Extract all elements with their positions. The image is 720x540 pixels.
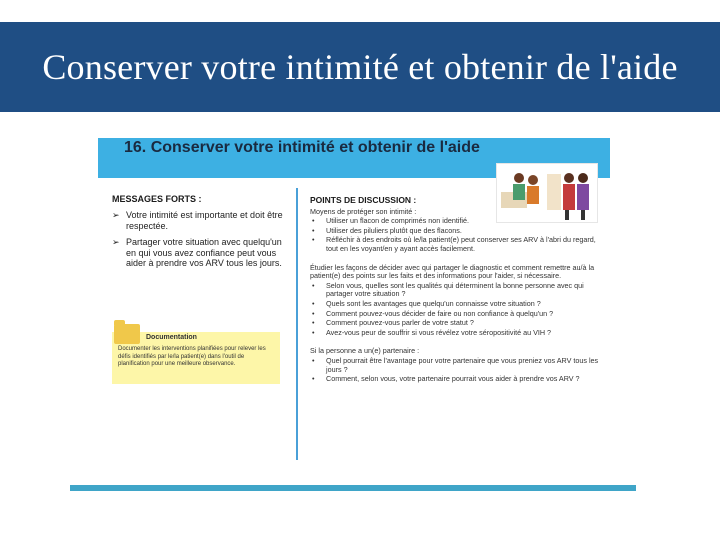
list-item: • Réfléchir à des endroits où le/la patient(e) peut conserver ses ARV à l'abri du regard, tout en les voyant/en y ayant accès facilement.: [310, 236, 600, 253]
key-message-item: [112, 210, 292, 231]
list-item: • Avez-vous peur de souffrir si vous révélez votre séropositivité au VIH ?: [310, 329, 600, 338]
block2-list: [310, 282, 600, 338]
list-item: • Utiliser des piluliers plutôt que des flacons.: [310, 227, 600, 236]
documentation-box: [112, 332, 280, 384]
arrow-bullet-icon: ➢: [112, 210, 120, 220]
document-title: 16. Conserver votre intimité et obtenir de l'aide: [124, 139, 480, 156]
documentation-heading: Documentation: [146, 334, 197, 341]
discussion-points-section: [310, 196, 600, 384]
block3-list: [310, 357, 600, 384]
list-item: • Comment pouvez-vous décider de faire ou non confiance à quelqu'un ?: [310, 310, 600, 319]
arrow-bullet-icon: ➢: [112, 237, 120, 247]
bottom-accent-line: [70, 485, 636, 491]
key-message-text: Partager votre situation avec quelqu'un en qui vous avez confiance peut vous aider à prendre vos ARV tous les jours.: [126, 237, 282, 268]
key-messages-section: [112, 194, 292, 269]
list-item: • Quels sont les avantages que quelqu'un connaisse votre situation ?: [310, 300, 600, 309]
documentation-text: Documenter les interventions planifiées pour relever les défis identifiés par le/la patient(e) dans l'outil de planification pour une meilleure observance.: [118, 346, 266, 367]
key-messages-heading: MESSAGES FORTS :: [112, 194, 202, 204]
slide-title: Conserver votre intimité et obtenir de l'aide: [42, 47, 678, 87]
key-message-text: Votre intimité est importante et doit être respectée.: [126, 210, 283, 231]
list-item: • Comment, selon vous, votre partenaire pourrait vous aider à prendre vos ARV ?: [310, 375, 600, 384]
column-divider: [296, 188, 298, 460]
key-message-item: [112, 237, 292, 269]
block1-intro: Moyens de protéger son intimité :: [310, 206, 417, 216]
list-item: • Selon vous, quelles sont les qualités qui déterminent la bonne personne avec qui partager votre situation ?: [310, 282, 600, 299]
folder-icon: [114, 324, 140, 344]
list-item: • Utiliser un flacon de comprimés non identifié.: [310, 217, 600, 226]
block3-intro: Si la personne a un(e) partenaire :: [310, 346, 420, 356]
block2-intro: Étudier les façons de décider avec qui partager le diagnostic et comment remettre au/à la patient(e) des points sur les faits et des informations pour l'aider, si nécessaire.: [310, 262, 595, 281]
list-item: • Quel pourrait être l'avantage pour votre partenaire que vous preniez vos ARV tous les jours ?: [310, 357, 600, 374]
list-item: • Comment pouvez-vous parler de votre statut ?: [310, 319, 600, 328]
slide-title-bar: [0, 22, 720, 112]
block1-list: [310, 217, 600, 253]
document-image: [98, 138, 610, 468]
discussion-heading: POINTS DE DISCUSSION :: [310, 195, 417, 205]
